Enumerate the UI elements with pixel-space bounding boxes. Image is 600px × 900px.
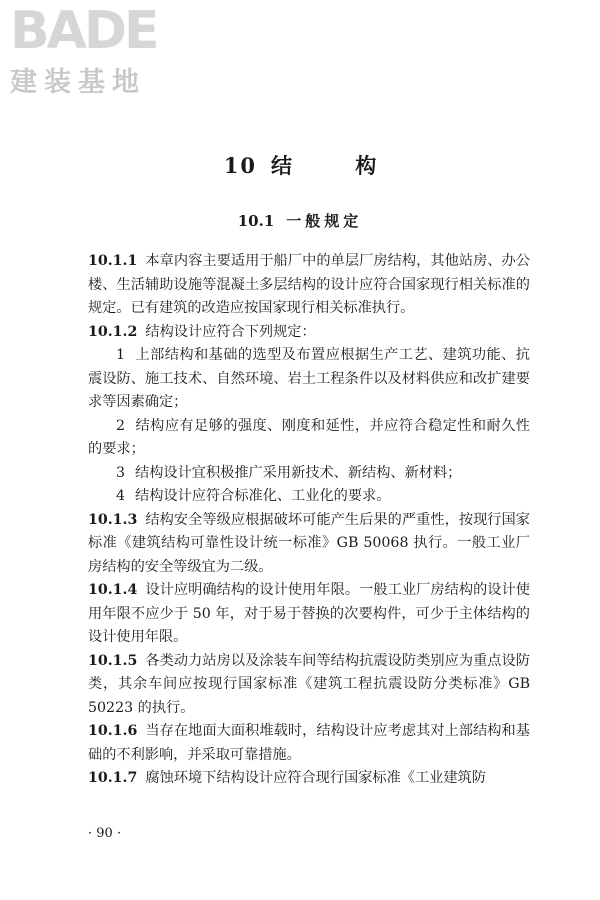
logo-latin-text: BADE bbox=[10, 1, 157, 61]
clause-10-1-3 bbox=[88, 509, 530, 580]
clause-number: 10.1.1 bbox=[88, 253, 138, 269]
section-word: 一般规定 bbox=[286, 212, 363, 230]
clause-number: 10.1.2 bbox=[88, 323, 138, 340]
clause-10-1-1 bbox=[88, 250, 530, 321]
clause-text: 各类动力站房以及涂装车间等结构抗震设防类别应为重点设防类，其余车间应按现行国家标准《建筑工程抗震设防分类标准》GB 50223 的执行。 bbox=[88, 652, 530, 716]
list-item bbox=[88, 485, 530, 509]
item-number: 3 bbox=[116, 464, 126, 481]
clause-10-1-6 bbox=[88, 720, 530, 767]
clause-number: 10.1.7 bbox=[88, 770, 138, 786]
clause-text: 结构安全等级应根据破坏可能产生后果的严重性，按现行国家标准《建筑结构可靠性设计统一标准》GB 50068 执行。一般工业厂房结构的安全等级宜为二级。 bbox=[88, 511, 530, 575]
section-title bbox=[0, 210, 600, 231]
clause-text: 当存在地面大面积堆载时，结构设计应考虑其对上部结构和基础的不利影响，并采取可靠措施。 bbox=[88, 723, 530, 763]
clause-text: 结构设计应符合下列规定： bbox=[145, 323, 316, 340]
item-number: 1 bbox=[116, 347, 126, 363]
logo-cjk-text: 建装基地 bbox=[10, 67, 146, 98]
clause-number: 10.1.5 bbox=[88, 652, 138, 669]
list-item bbox=[88, 462, 530, 486]
clause-text: 本章内容主要适用于船厂中的单层厂房结构，其他站房、办公楼、生活辅助设施等混凝土多层结构的设计应符合国家现行相关标准的规定。已有建筑的改造应按国家现行相关标准执行。 bbox=[88, 253, 530, 316]
clause-10-1-4 bbox=[88, 579, 530, 650]
chapter-word: 结 构 bbox=[270, 153, 405, 178]
clause-text: 腐蚀环境下结构设计应符合现行国家标准《工业建筑防 bbox=[145, 770, 486, 786]
section-number: 10.1 bbox=[237, 212, 275, 230]
page-number: · 90 · bbox=[88, 826, 122, 841]
clause-10-1-2 bbox=[88, 321, 530, 345]
chapter-title bbox=[0, 150, 600, 180]
item-number: 2 bbox=[116, 417, 126, 434]
brand-logo bbox=[10, 1, 180, 99]
item-text: 上部结构和基础的选型及布置应根据生产工艺、建筑功能、抗震设防、施工技术、自然环境、岩土工程条件以及材料供应和改扩建要求等因素确定； bbox=[88, 347, 530, 410]
clause-number: 10.1.6 bbox=[88, 723, 138, 739]
item-number: 4 bbox=[116, 488, 126, 504]
clause-text: 设计应明确结构的设计使用年限。一般工业厂房结构的设计使用年限不应少于 50 年，对于易于替换的次要构件，可少于主体结构的设计使用年限。 bbox=[88, 582, 530, 645]
list-item bbox=[88, 344, 530, 415]
item-text: 结构设计宜积极推广采用新技术、新结构、新材料； bbox=[135, 464, 462, 481]
clause-number: 10.1.3 bbox=[88, 511, 138, 528]
list-item bbox=[88, 415, 530, 462]
clause-10-1-7 bbox=[88, 767, 530, 791]
item-text: 结构应有足够的强度、刚度和延性，并应符合稳定性和耐久性的要求； bbox=[88, 417, 530, 457]
item-text: 结构设计应符合标准化、工业化的要求。 bbox=[135, 488, 391, 504]
body-text bbox=[88, 250, 530, 791]
clause-number: 10.1.4 bbox=[88, 582, 138, 598]
clause-10-1-5 bbox=[88, 650, 530, 721]
chapter-number: 10 bbox=[223, 153, 257, 178]
